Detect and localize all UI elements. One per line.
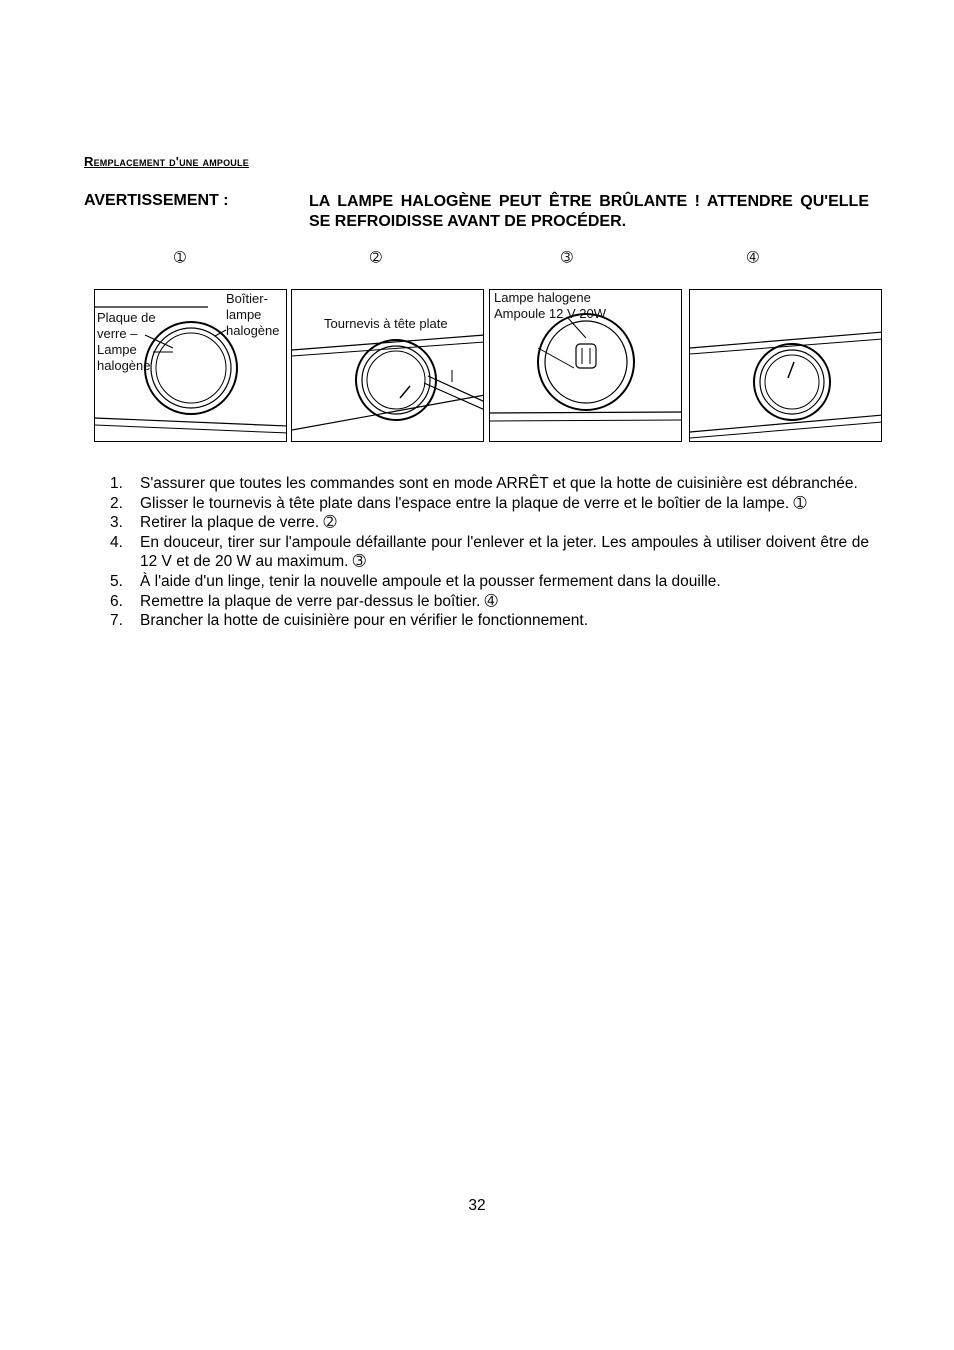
- figure-number-3: ➂: [561, 250, 573, 266]
- reassembled-lamp-illustration: [690, 290, 882, 442]
- glass-plate-label: Plaque de verre – Lampe halogène: [97, 310, 156, 373]
- figure-panel-4: [689, 289, 882, 442]
- lamp-housing-label: Boîtier- lampe halogène: [226, 291, 280, 338]
- list-item: 1. S'assurer que toutes les commandes sont en mode ARRÊT et que la hotte de cuisinière est débranchée.: [110, 475, 858, 492]
- halogen-bulb-label: Lampe halogene Ampoule 12 V 20W: [494, 290, 607, 321]
- figure-number-2: ➁: [370, 250, 382, 266]
- warning-text: LA LAMPE HALOGÈNE PEUT ÊTRE BRÛLANTE ! ATTENDRE QU'ELLE SE REFROIDISSE AVANT DE PROCÉDER.: [309, 193, 869, 230]
- screwdriver-label: Tournevis à tête plate: [324, 316, 448, 331]
- list-item: 2. Glisser le tournevis à tête plate dans l'espace entre la plaque de verre et le boîtier de la lampe. ➀: [110, 494, 807, 512]
- instruction-steps: [110, 474, 869, 631]
- list-item: 7. Brancher la hotte de cuisinière pour en vérifier le fonctionnement.: [110, 612, 589, 630]
- figure-number-1: ➀: [174, 250, 186, 266]
- figure-number-4: ➃: [747, 250, 759, 266]
- page-number: 32: [468, 1197, 486, 1214]
- list-item: 5. À l'aide d'un linge, tenir la nouvelle ampoule et la pousser fermement dans la douille.: [110, 572, 721, 590]
- figure-panel-1: [94, 289, 287, 442]
- figure-panel-2: [291, 289, 484, 442]
- screwdriver-illustration: [292, 290, 484, 442]
- section-title: Remplacement d'une ampoule: [84, 154, 249, 169]
- list-item: 3. Retirer la plaque de verre. ➁: [110, 514, 337, 532]
- list-item: 4. En douceur, tirer sur l'ampoule défaillante pour l'enlever et la jeter. Les ampoules à utiliser doivent être de 12 V et de 20 W au maximum. ➂: [110, 533, 869, 571]
- list-item: 6. Remettre la plaque de verre par-dessus le boîtier. ➃: [110, 592, 498, 610]
- warning-label: AVERTISSEMENT :: [84, 192, 229, 209]
- figure-panel-3: [489, 289, 682, 442]
